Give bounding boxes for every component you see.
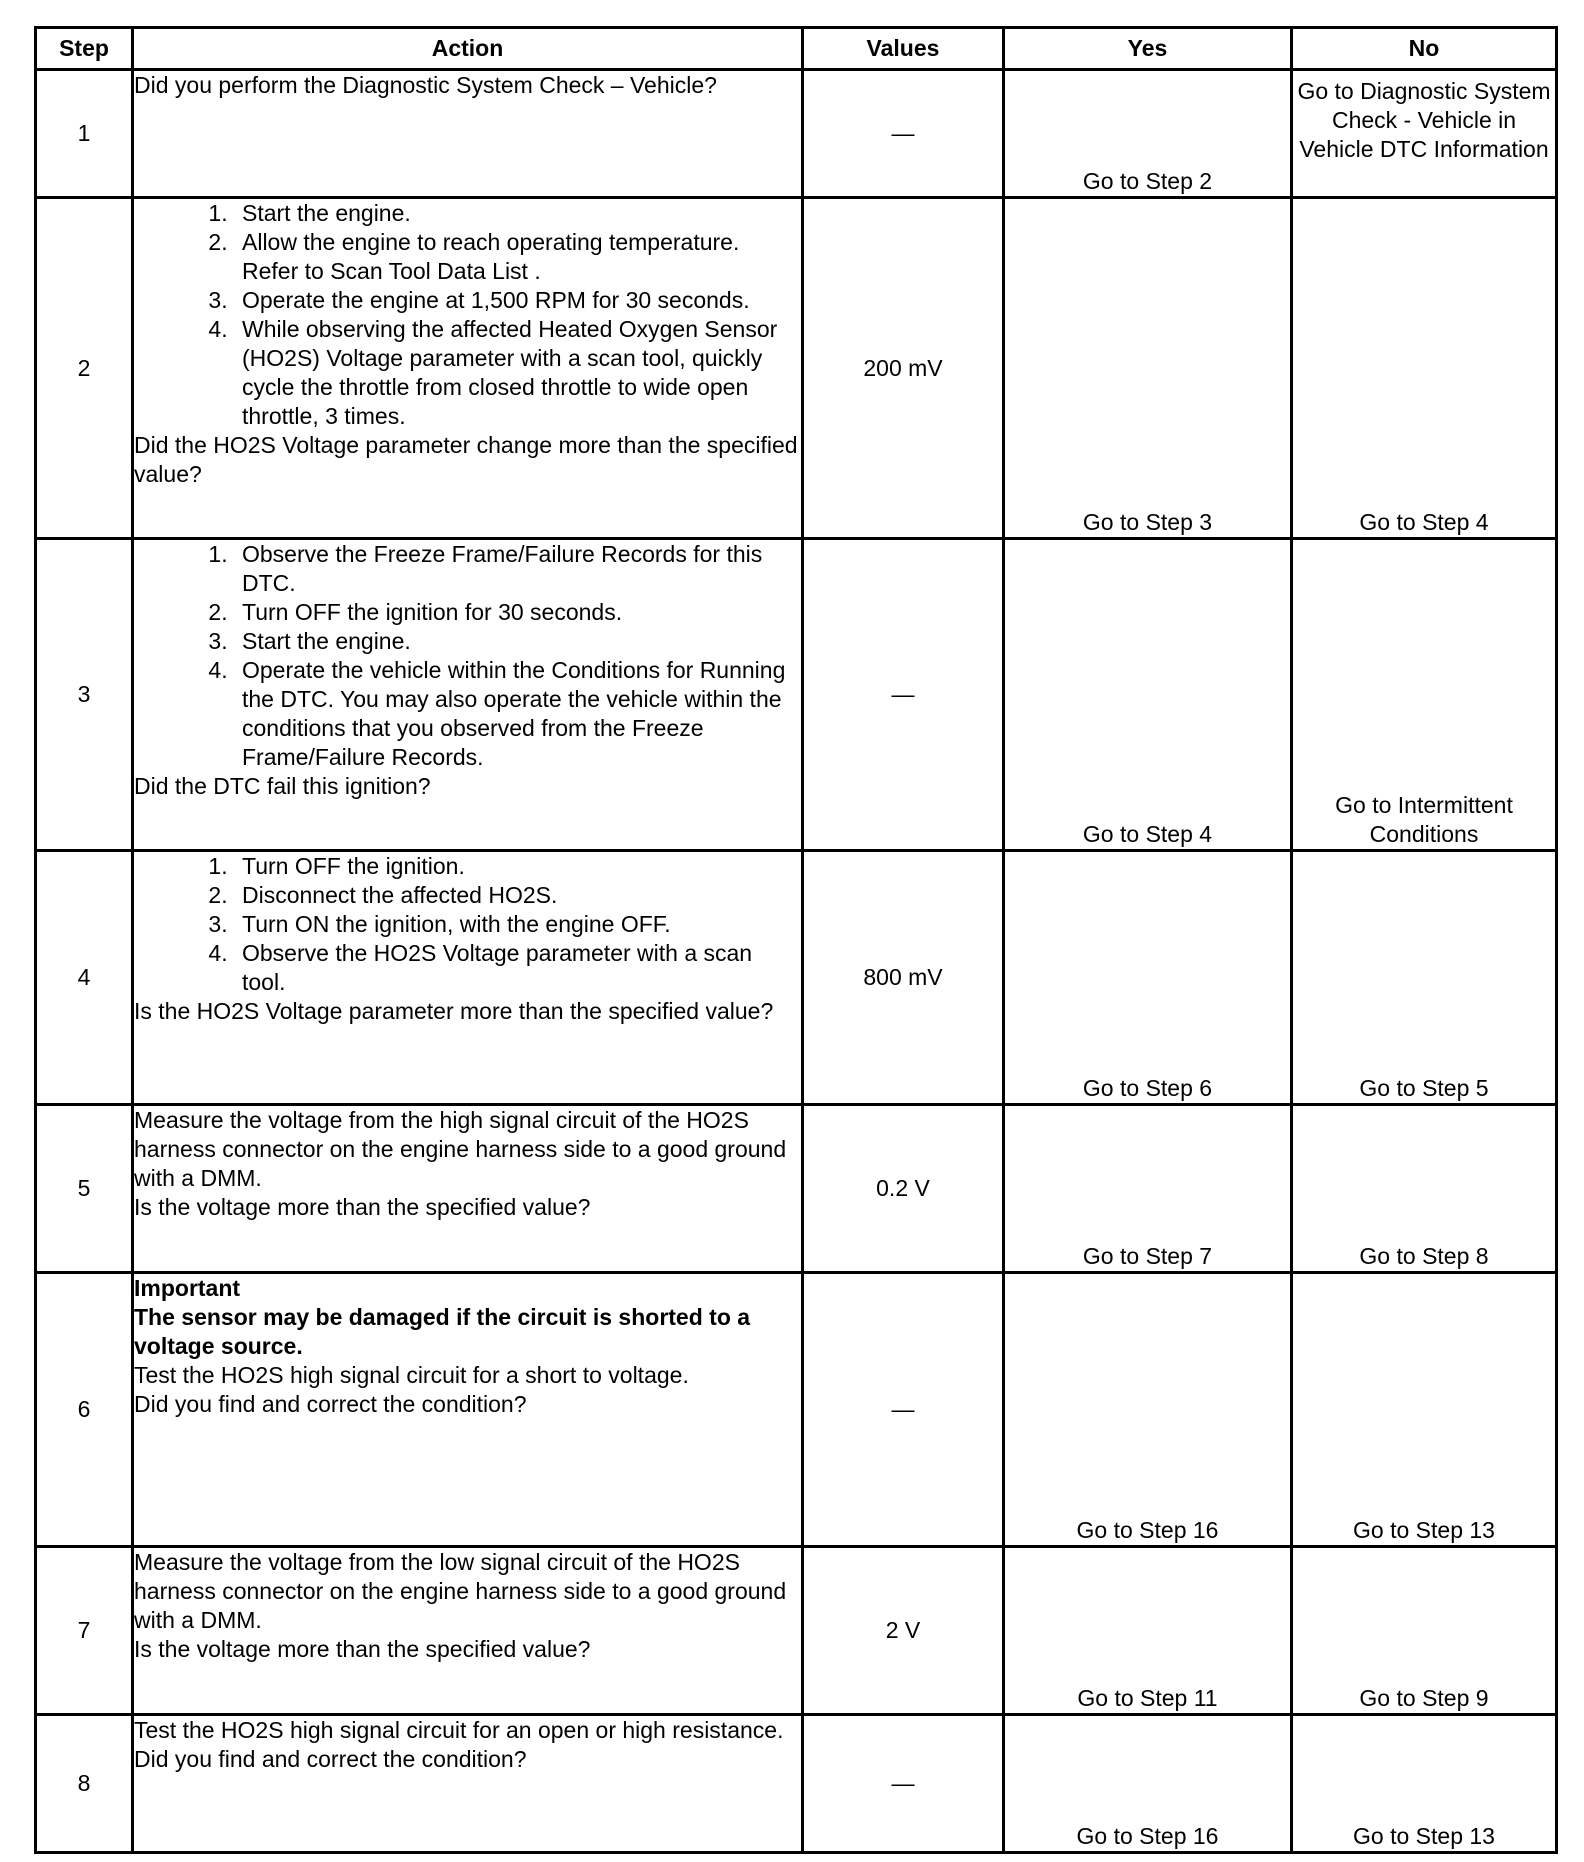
step-number: 7 bbox=[36, 1547, 133, 1715]
list-item: 4. While observing the affected Heated Oxygen Sensor (HO2S) Voltage parameter with a scan tool, quickly cycle the throttle from closed throttle to wide open throttle, 3 times. bbox=[234, 315, 801, 431]
yes-cell: Go to Step 7 bbox=[1004, 1105, 1292, 1273]
no-cell: Go to Diagnostic System Check - Vehicle in Vehicle DTC Information bbox=[1292, 70, 1557, 198]
important-text: The sensor may be damaged if the circuit is shorted to a voltage source. bbox=[134, 1304, 751, 1359]
table-row bbox=[36, 70, 1557, 198]
list-item: 2. Disconnect the affected HO2S. bbox=[234, 881, 801, 910]
yes-cell: Go to Step 16 bbox=[1004, 1715, 1292, 1853]
action-cell bbox=[133, 1547, 803, 1715]
step-number: 4 bbox=[36, 851, 133, 1105]
table-row bbox=[36, 198, 1557, 539]
table-row bbox=[36, 851, 1557, 1105]
header-row bbox=[36, 28, 1557, 70]
action-steps bbox=[134, 852, 801, 997]
yes-cell: Go to Step 6 bbox=[1004, 851, 1292, 1105]
action-cell bbox=[133, 539, 803, 851]
yes-cell: Go to Step 3 bbox=[1004, 198, 1292, 539]
header-action: Action bbox=[133, 28, 803, 70]
step-number: 6 bbox=[36, 1273, 133, 1547]
table-row bbox=[36, 539, 1557, 851]
important-label: Important bbox=[134, 1275, 241, 1301]
action-question: Did the DTC fail this ignition? bbox=[134, 773, 431, 799]
list-item: 1. Turn OFF the ignition. bbox=[234, 852, 801, 881]
value-cell: 0.2 V bbox=[803, 1105, 1004, 1273]
value-cell: 2 V bbox=[803, 1547, 1004, 1715]
diagnostic-table bbox=[34, 26, 1558, 1854]
list-item: 4. Observe the HO2S Voltage parameter with a scan tool. bbox=[234, 939, 801, 997]
step-number: 2 bbox=[36, 198, 133, 539]
list-item: 1. Observe the Freeze Frame/Failure Records for this DTC. bbox=[234, 540, 801, 598]
action-question: Did the HO2S Voltage parameter change more than the specified value? bbox=[134, 432, 798, 487]
action-question: Did you find and correct the condition? bbox=[134, 1391, 527, 1417]
action-question: Did you perform the Diagnostic System Check – Vehicle? bbox=[134, 72, 717, 98]
action-cell bbox=[133, 1273, 803, 1547]
table-row bbox=[36, 1105, 1557, 1273]
action-text: Measure the voltage from the low signal circuit of the HO2S harness connector on the engine harness side to a good ground with a DMM. bbox=[134, 1549, 787, 1633]
list-item: 3. Start the engine. bbox=[234, 627, 801, 656]
step-number: 5 bbox=[36, 1105, 133, 1273]
list-item: 3. Operate the engine at 1,500 RPM for 30 seconds. bbox=[234, 286, 801, 315]
action-text: Test the HO2S high signal circuit for an open or high resistance. bbox=[134, 1717, 784, 1743]
yes-cell: Go to Step 2 bbox=[1004, 70, 1292, 198]
list-item: 1. Start the engine. bbox=[234, 199, 801, 228]
header-yes: Yes bbox=[1004, 28, 1292, 70]
table-row bbox=[36, 1273, 1557, 1547]
value-cell: 200 mV bbox=[803, 198, 1004, 539]
no-cell: Go to Step 5 bbox=[1292, 851, 1557, 1105]
action-question: Is the HO2S Voltage parameter more than the specified value? bbox=[134, 998, 774, 1024]
no-cell: Go to Step 13 bbox=[1292, 1715, 1557, 1853]
list-item: 3. Turn ON the ignition, with the engine OFF. bbox=[234, 910, 801, 939]
list-item: 2. Turn OFF the ignition for 30 seconds. bbox=[234, 598, 801, 627]
value-cell: — bbox=[803, 1273, 1004, 1547]
action-text: Measure the voltage from the high signal circuit of the HO2S harness connector on the engine harness side to a good ground with a DMM. bbox=[134, 1107, 787, 1191]
action-question: Is the voltage more than the specified value? bbox=[134, 1636, 591, 1662]
action-cell bbox=[133, 70, 803, 198]
no-cell: Go to Step 13 bbox=[1292, 1273, 1557, 1547]
header-no: No bbox=[1292, 28, 1557, 70]
no-cell: Go to Step 4 bbox=[1292, 198, 1557, 539]
action-question: Is the voltage more than the specified value? bbox=[134, 1194, 591, 1220]
action-cell bbox=[133, 1715, 803, 1853]
no-cell: Go to Intermittent Conditions bbox=[1292, 539, 1557, 851]
list-item: 2. Allow the engine to reach operating temperature. Refer to Scan Tool Data List . bbox=[234, 228, 801, 286]
step-number: 1 bbox=[36, 70, 133, 198]
action-text: Test the HO2S high signal circuit for a short to voltage. bbox=[134, 1362, 689, 1388]
yes-cell: Go to Step 16 bbox=[1004, 1273, 1292, 1547]
step-number: 3 bbox=[36, 539, 133, 851]
header-step: Step bbox=[36, 28, 133, 70]
list-item: 4. Operate the vehicle within the Conditions for Running the DTC. You may also operate the vehicle within the conditions that you observed from the Freeze Frame/Failure Records. bbox=[234, 656, 801, 772]
no-cell: Go to Step 9 bbox=[1292, 1547, 1557, 1715]
action-cell bbox=[133, 198, 803, 539]
value-cell: — bbox=[803, 1715, 1004, 1853]
yes-cell: Go to Step 11 bbox=[1004, 1547, 1292, 1715]
yes-cell: Go to Step 4 bbox=[1004, 539, 1292, 851]
action-steps bbox=[134, 199, 801, 431]
action-steps bbox=[134, 540, 801, 772]
action-question: Did you find and correct the condition? bbox=[134, 1746, 527, 1772]
table-row bbox=[36, 1547, 1557, 1715]
value-cell: — bbox=[803, 70, 1004, 198]
step-number: 8 bbox=[36, 1715, 133, 1853]
action-cell bbox=[133, 1105, 803, 1273]
table-row bbox=[36, 1715, 1557, 1853]
value-cell: — bbox=[803, 539, 1004, 851]
value-cell: 800 mV bbox=[803, 851, 1004, 1105]
no-cell: Go to Step 8 bbox=[1292, 1105, 1557, 1273]
action-cell bbox=[133, 851, 803, 1105]
header-values: Values bbox=[803, 28, 1004, 70]
